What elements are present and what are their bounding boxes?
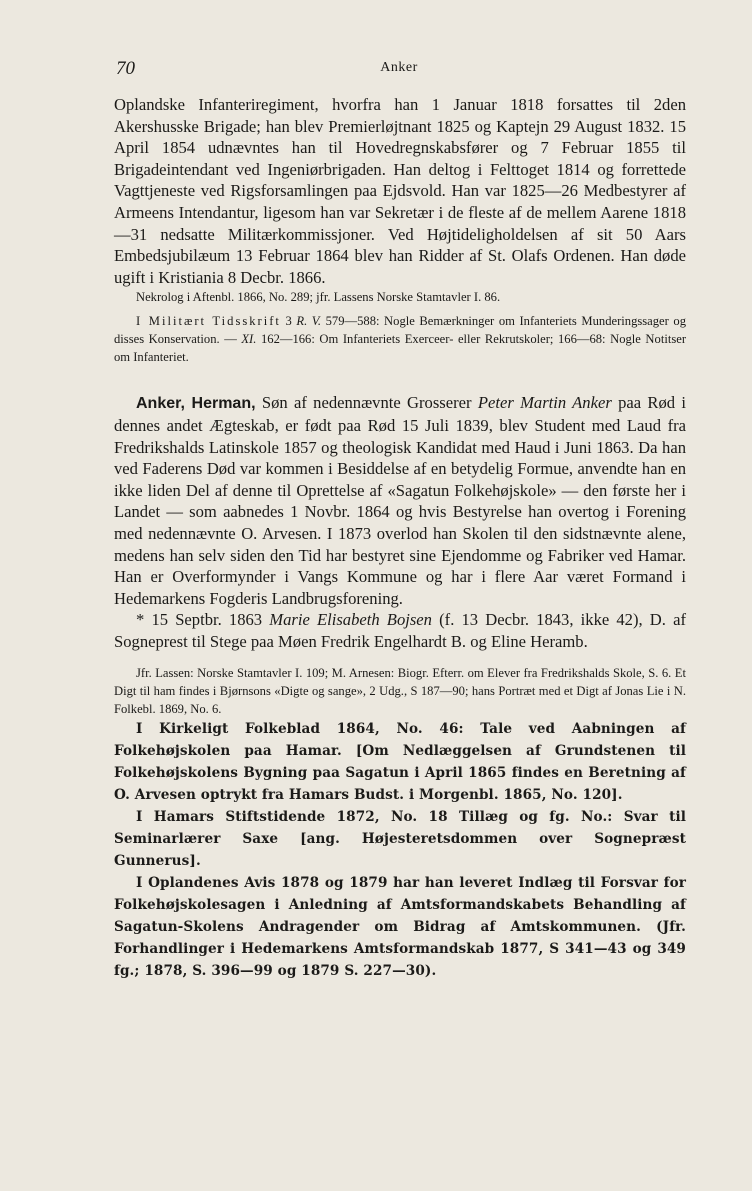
paragraph-service-record: Oplandske Infanteriregiment, hvorfra han 1 Januar 1818 forsattes til 2den Akershusske Brigade; han blev Premierløjtnant 1825 og Kaptejn 29 August 1832. 15 April 1854 udnævntes han til Hovedregnskabsfører og 7 Februar 1855 til Brigadeintendant ved Ingeniørbrigaden. Han deltog i Felttoget 1814 og forrettede Vagttjeneste ved Rigsforsamlingen paa Ejdsvold. Han var 1825—26 Medbestyrer af Armeens Intendantur, ligesom han var Sekretær i de fleste af de mellem Aarene 1818—31 nedsatte Militærkommissjoner. Ved Højtideligholdelsen af sit 50 Aars Embedsjubilæum 13 Februar 1864 blev han Ridder af St. Olafs Ordenen. Han døde ugift i Kristiania 8 Decbr. 1866. — [114, 95, 686, 287]
page-body — [114, 94, 686, 982]
reference-obituary: Nekrolog i Aftenbl. 1866, No. 289; jfr. Lassens Norske Stamtavler I. 86. — [136, 290, 501, 305]
entry-father: Peter Martin Anker — [477, 393, 612, 413]
page-number: 70 — [116, 58, 135, 79]
page-header — [116, 58, 682, 82]
writings-source: I Militært Tidsskrift — [136, 314, 281, 329]
entry-name: Anker, Herman, — [136, 395, 256, 413]
entry-text-1: Søn af nedennævnte Grosserer — [261, 393, 472, 413]
fraktur-entry-3: I Oplandenes Avis 1878 og 1879 har han leveret Indlæg til Forsvar for Folkehøjskolesagen i Anledning af Amtsformandskabets Behandling af Sagatun-Skolens Andragender om Bidrag af Amtskommunen. (Jfr. Forhandlinger i Hedemarkens Amtsformandskab 1877, S 341—43 og 349 fg.; 1878, S. 396—99 og 1879 S. 227—30). — [114, 875, 686, 980]
entry-text-2: paa Rød i dennes andet Ægteskab, er født paa Rød 15 Juli 1839, blev Student med Laud fra Fredrikshalds Latinskole 1857 og theologisk Kandidat med Haud i Juni 1863. Da han ved Faderens Død var kommen i Besiddelse af en betydelig Formue, anvendte han en ikke liden Del af denne til Oprettelse af «Sagatun Folkehøjskole» — den første her i Landet — som aabnedes 1 Novbr. 1864 og hvis Bestyrelse han overtog i Forening med nedennævnte O. Arvesen. I 1873 overlod han Skolen til den sidstnævnte alene, medens han selv siden den Tid har bestyret sine Ejendomme og Fabriker ved Hamar. Han er Overformynder i Vangs Kommune og har i flere Aar været Formand i Hedemarkens Fogderis Landbrugsforening. — [114, 393, 687, 608]
marriage-text-2: (f. 13 Decbr. 1843, ikke 42), D. af Sogneprest til Stege paa Møen Fredrik Engelhardt B. og Eline Heramb. — [114, 610, 686, 651]
running-head: Anker — [380, 60, 418, 75]
reference-lassen: Jfr. Lassen: Norske Stamtavler I. 109; M. Arnesen: Biogr. Efterr. om Elever fra Fredrikshalds Skole, S. 6. Et Digt til ham findes i Bjørnsons «Digte og sange», 2 Udg., S 187—90; hans Portræt med et Digt af Jonas Lie i N. Folkebl. 1869, No. 6. — [114, 666, 686, 717]
writings-text-2: 162—166: Om Infanteriets Exerceer- eller Rekrutskoler; 166—68: Nogle Notitser om Infanteriet. — [114, 332, 687, 365]
marriage-wife: Marie Elisabeth Bojsen — [269, 610, 432, 630]
fraktur-entry-1: I Kirkeligt Folkeblad 1864, No. 46: Tale ved Aabningen af Folkehøjskolen paa Hamar. [Om Nedlæggelsen af Grundstenen til Folkehøjskolens Bygning paa Sagatun i April 1865 findes en Beretning af O. Arvesen optrykt fra Hamars Budst. i Morgenbl. 1865, No. 120]. — [114, 721, 686, 804]
writings-volume: 3 — [285, 314, 292, 329]
writings-text-1: 579—588: Nogle Bemærkninger om Infanteriets Munderingssager og disses Konservation. — — [114, 314, 686, 347]
reference-writings — [114, 312, 686, 366]
writings-roman-1: R. V. — [296, 314, 322, 329]
marriage-text-1: * 15 Septbr. 1863 — [136, 610, 263, 630]
entry-marriage — [114, 609, 686, 652]
writings-roman-2: XI. — [241, 332, 257, 347]
fraktur-entry-2: I Hamars Stiftstidende 1872, No. 18 Tillæg og fg. No.: Svar til Seminarlærer Saxe [ang. Højesteretsdommen over Sognepræst Gunnerus]. — [114, 809, 686, 870]
entry-anker-herman — [114, 392, 686, 609]
